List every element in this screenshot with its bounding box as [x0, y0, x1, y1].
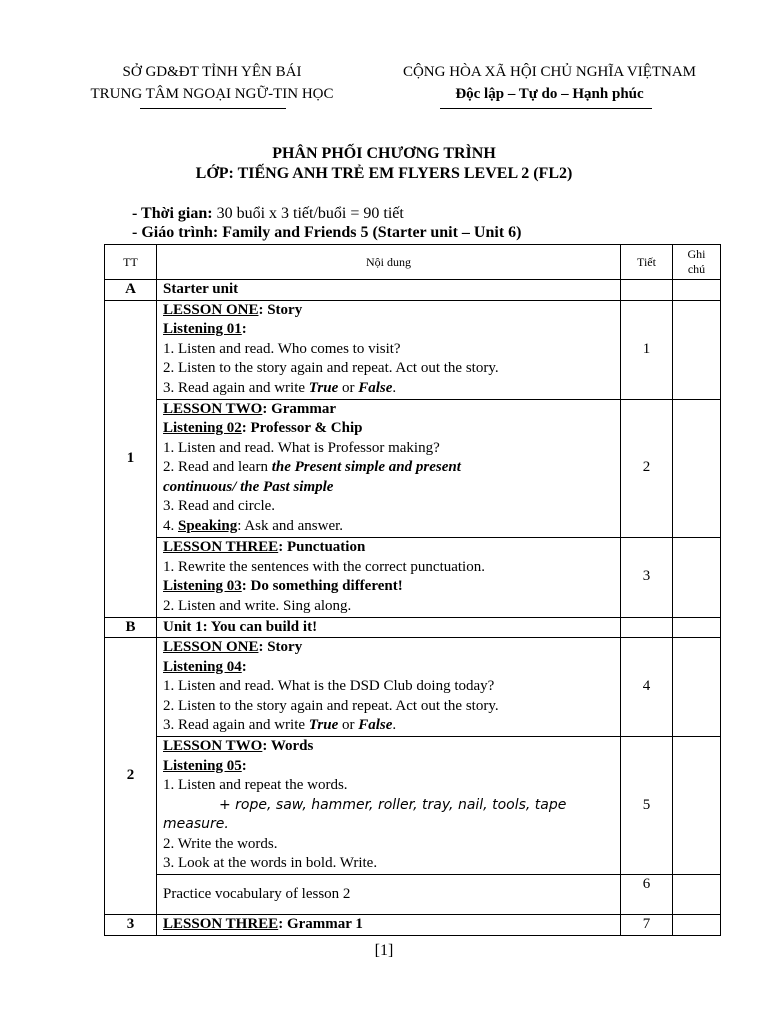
time-value: 30 buổi x 3 tiết/buổi = 90 tiết — [212, 205, 404, 222]
period-cell: 2 — [621, 399, 673, 537]
lesson-cell: LESSON ONE: Story Listening 01: 1. Listen and read. Who comes to visit? 2. Listen to the story again and repeat. Act out the story. 3. Read again and write True or False. — [157, 300, 621, 399]
table-row — [105, 875, 721, 915]
agency-name: SỞ GD&ĐT TỈNH YÊN BÁI — [122, 64, 302, 80]
section-row — [105, 617, 721, 638]
note-cell — [673, 300, 721, 399]
table-row — [105, 638, 721, 737]
table-header-row — [105, 245, 721, 280]
center-name: TRUNG TÂM NGOẠI NGỮ-TIN HỌC — [90, 86, 334, 102]
lesson-cell: LESSON ONE: Story Listening 04: 1. Listen and read. What is the DSD Club doing today? 2. Listen to the story again and repeat. Act out the story. 3. Read again and write True or False. — [157, 638, 621, 737]
left-header-rule — [140, 108, 286, 109]
table-row — [105, 537, 721, 617]
lesson-cell: LESSON TWO: Grammar Listening 02: Professor & Chip 1. Listen and read. What is Professor making? 2. Read and learn the Present simple and present continuous/ the Past simple 3. Read and circle. 4. Speaking: Ask and answer. — [157, 399, 621, 537]
lesson-cell: LESSON THREE: Punctuation 1. Rewrite the sentences with the correct punctuation. Listening 03: Do something different! 2. Listen and write. Sing along. — [157, 537, 621, 617]
table-row — [105, 737, 721, 875]
lesson-label: LESSON THREE — [163, 539, 279, 555]
period-cell: 3 — [621, 537, 673, 617]
vocab-list: + rope, saw, hammer, roller, tray, nail, tools, tape — [219, 796, 567, 813]
note-cell — [673, 399, 721, 537]
time-info — [132, 205, 404, 223]
period-cell: 7 — [621, 915, 673, 936]
period-cell: 6 — [621, 875, 673, 915]
section-title: Unit 1: You can build it! — [157, 617, 621, 638]
note-cell — [673, 537, 721, 617]
note-cell — [673, 638, 721, 737]
table-row — [105, 399, 721, 537]
table-row — [105, 915, 721, 936]
listening-label: Listening 01 — [163, 321, 242, 338]
lesson-label: LESSON THREE — [163, 916, 279, 932]
header-content: Nội dung — [157, 245, 621, 280]
table-row — [105, 300, 721, 399]
curriculum-table — [104, 244, 721, 936]
note-cell — [673, 915, 721, 936]
listening-label: Listening 04 — [163, 658, 242, 675]
group-tt: 1 — [105, 300, 157, 617]
period-cell: 4 — [621, 638, 673, 737]
section-row — [105, 280, 721, 301]
period-cell: 1 — [621, 300, 673, 399]
group-tt: 2 — [105, 638, 157, 915]
doc-subtitle: LỚP: TIẾNG ANH TRẺ EM FLYERS LEVEL 2 (FL2) — [195, 165, 573, 182]
note-cell — [673, 875, 721, 915]
motto: Độc lập – Tự do – Hạnh phúc — [455, 86, 644, 102]
group-tt: 3 — [105, 915, 157, 936]
practice-cell: Practice vocabulary of lesson 2 — [157, 875, 621, 915]
doc-title: PHÂN PHỐI CHƯƠNG TRÌNH — [272, 145, 496, 162]
header-tt: TT — [105, 245, 157, 280]
note-cell — [673, 737, 721, 875]
right-header-rule — [440, 108, 652, 109]
book-info — [132, 224, 521, 242]
listening-label: Listening 05 — [163, 757, 242, 774]
lesson-cell: LESSON TWO: Words Listening 05: 1. Listen and repeat the words. + rope, saw, hammer, roller, tray, nail, tools, tape measure. 2. Write the words. 3. Look at the words in bold. Write. — [157, 737, 621, 875]
time-label: - Thời gian: — [132, 205, 213, 222]
lesson-cell: LESSON THREE: Grammar 1 — [157, 915, 621, 936]
section-tt: A — [105, 280, 157, 301]
lesson-label: LESSON ONE — [163, 639, 259, 656]
lesson-label: LESSON TWO — [163, 400, 263, 417]
listening-label: Listening 02 — [163, 420, 242, 437]
speaking-label: Speaking — [178, 517, 238, 534]
listening-label: Listening 03 — [163, 578, 242, 594]
header-note: Ghi chú — [673, 245, 721, 280]
section-title: Starter unit — [157, 280, 621, 301]
page-number: [1] — [374, 942, 394, 959]
book-label: - Giáo trình: Family and Friends 5 (Starter unit – Unit 6) — [132, 224, 522, 241]
header-period: Tiết — [621, 245, 673, 280]
section-tt: B — [105, 617, 157, 638]
period-cell: 5 — [621, 737, 673, 875]
lesson-label: LESSON ONE — [163, 301, 259, 318]
republic-name: CỘNG HÒA XÃ HỘI CHỦ NGHĨA VIỆTNAM — [402, 64, 697, 80]
lesson-label: LESSON TWO — [163, 738, 263, 755]
